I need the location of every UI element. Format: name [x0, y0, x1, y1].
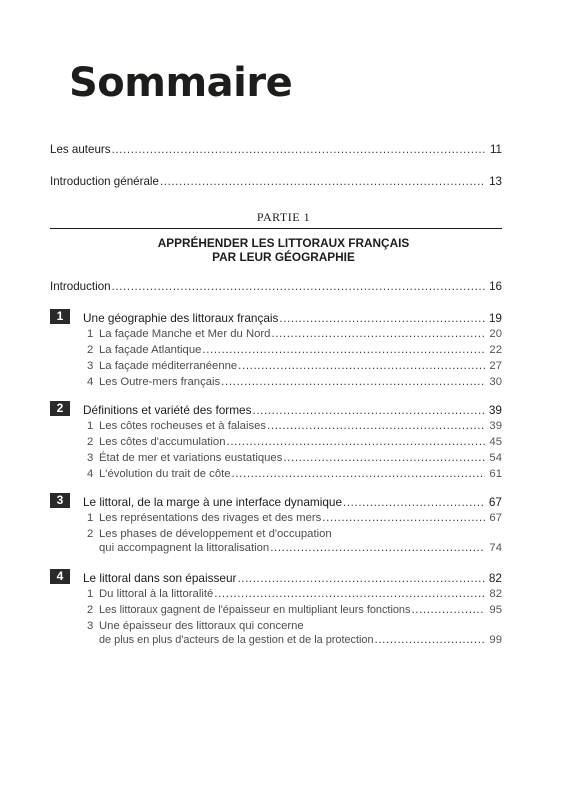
dot-leader — [112, 143, 486, 157]
page-number: 95 — [489, 604, 502, 616]
toc-entry-general-introduction[interactable] — [50, 175, 502, 189]
toc-chapter-3[interactable] — [83, 495, 502, 510]
part-divider — [50, 228, 502, 229]
page-number: 74 — [489, 542, 502, 554]
section-label: 1 Les côtes rocheuses et à falaises — [87, 420, 267, 432]
part-title-line-2: PAR LEUR GÉOGRAPHIE — [212, 250, 355, 264]
section-label: 2 La façade Atlantique — [87, 344, 202, 356]
dot-leader — [343, 496, 485, 510]
section-label: 2 Les côtes d'accumulation — [87, 436, 226, 448]
dot-leader — [253, 404, 485, 418]
toc-chapter-1[interactable] — [83, 311, 502, 326]
toc-chapter-4[interactable] — [83, 571, 502, 586]
dot-leader — [411, 603, 485, 617]
page-number: 39 — [488, 403, 502, 417]
page-number: 99 — [489, 634, 502, 646]
dot-leader — [279, 312, 484, 326]
section-label: 1 La façade Manche et Mer du Nord — [87, 328, 271, 340]
page-number: 67 — [488, 495, 502, 509]
chapter-number-badge: 1 — [50, 309, 70, 324]
dot-leader — [283, 451, 485, 465]
dot-leader — [270, 541, 485, 555]
dot-leader — [232, 467, 486, 481]
toc-section[interactable] — [87, 343, 502, 357]
toc-section[interactable] — [87, 435, 502, 449]
page-number: 22 — [489, 344, 502, 356]
page-number: 16 — [489, 280, 502, 293]
dot-leader — [375, 633, 486, 647]
page-number: 20 — [489, 328, 502, 340]
section-label: 1 Du littoral à la littoralité — [87, 588, 214, 600]
toc-section[interactable] — [87, 327, 502, 341]
section-label: 3 Une épaisseur des littoraux qui concerne — [87, 620, 304, 632]
chapter-number-badge: 2 — [50, 401, 70, 416]
dot-leader — [214, 587, 485, 601]
entry-label: Introduction — [50, 280, 111, 293]
dot-leader — [160, 175, 485, 189]
toc-section[interactable] — [87, 419, 502, 433]
chapter-label: Définitions et variété des formes — [83, 403, 252, 417]
section-label: 3 État de mer et variations eustatiques — [87, 452, 283, 464]
toc-entry-part-introduction[interactable] — [50, 280, 502, 294]
toc-section[interactable] — [87, 603, 502, 617]
chapter-number-badge: 3 — [50, 493, 70, 508]
dot-leader — [238, 359, 485, 373]
section-label: 3 La façade méditerranéenne — [87, 360, 238, 372]
toc-section[interactable] — [87, 451, 502, 465]
page-number: 82 — [489, 588, 502, 600]
page-number: 61 — [489, 468, 502, 480]
page-number: 13 — [489, 175, 502, 188]
section-label: 4 L'évolution du trait de côte — [87, 468, 231, 480]
chapter-label: Une géographie des littoraux français — [83, 311, 279, 325]
toc-section[interactable] — [87, 359, 502, 373]
dot-leader — [271, 327, 485, 341]
dot-leader — [221, 375, 485, 389]
toc-section-second-line[interactable] — [99, 633, 502, 647]
chapter-number-badge: 4 — [50, 569, 70, 584]
dot-leader — [227, 435, 486, 449]
page-number: 82 — [488, 571, 502, 585]
part-label: PARTIE 1 — [256, 210, 311, 224]
dot-leader — [237, 572, 484, 586]
page-number: 27 — [489, 360, 502, 372]
section-label: 2 Les littoraux gagnent de l'épaisseur en multipliant leurs fonctions — [87, 604, 411, 616]
dot-leader — [112, 280, 486, 294]
dot-leader — [267, 419, 485, 433]
toc-section[interactable] — [87, 511, 502, 525]
toc-entry-authors[interactable] — [50, 143, 502, 157]
page-number: 11 — [489, 143, 502, 156]
dot-leader — [202, 343, 485, 357]
section-label-continued: qui accompagnent la littoralisation — [99, 542, 270, 554]
toc-chapter-2[interactable] — [83, 403, 502, 418]
page-number: 45 — [489, 436, 502, 448]
toc-section-second-line[interactable] — [99, 541, 502, 555]
page-title: Sommaire — [69, 60, 293, 106]
section-label: 1 Les représentations des rivages et des mers — [87, 512, 322, 524]
toc-section[interactable] — [87, 375, 502, 389]
chapter-label: Le littoral, de la marge à une interface dynamique — [83, 495, 343, 509]
section-label: 2 Les phases de développement et d'occupation — [87, 528, 332, 540]
entry-label: Les auteurs — [50, 143, 111, 156]
toc-section[interactable] — [87, 467, 502, 481]
page-number: 54 — [489, 452, 502, 464]
section-label: 4 Les Outre-mers français — [87, 376, 221, 388]
toc-section-first-line[interactable] — [87, 619, 502, 633]
chapter-label: Le littoral dans son épaisseur — [83, 571, 237, 585]
entry-label: Introduction générale — [50, 175, 159, 188]
dot-leader — [322, 511, 485, 525]
page-number: 19 — [488, 311, 502, 325]
part-title-line-1: APPRÉHENDER LES LITTORAUX FRANÇAIS — [157, 236, 410, 250]
page-number: 39 — [489, 420, 502, 432]
toc-section[interactable] — [87, 587, 502, 601]
page-number: 67 — [489, 512, 502, 524]
toc-section-first-line[interactable] — [87, 527, 502, 541]
section-label-continued: de plus en plus d'acteurs de la gestion et de la protection — [99, 634, 374, 646]
page-number: 30 — [489, 376, 502, 388]
